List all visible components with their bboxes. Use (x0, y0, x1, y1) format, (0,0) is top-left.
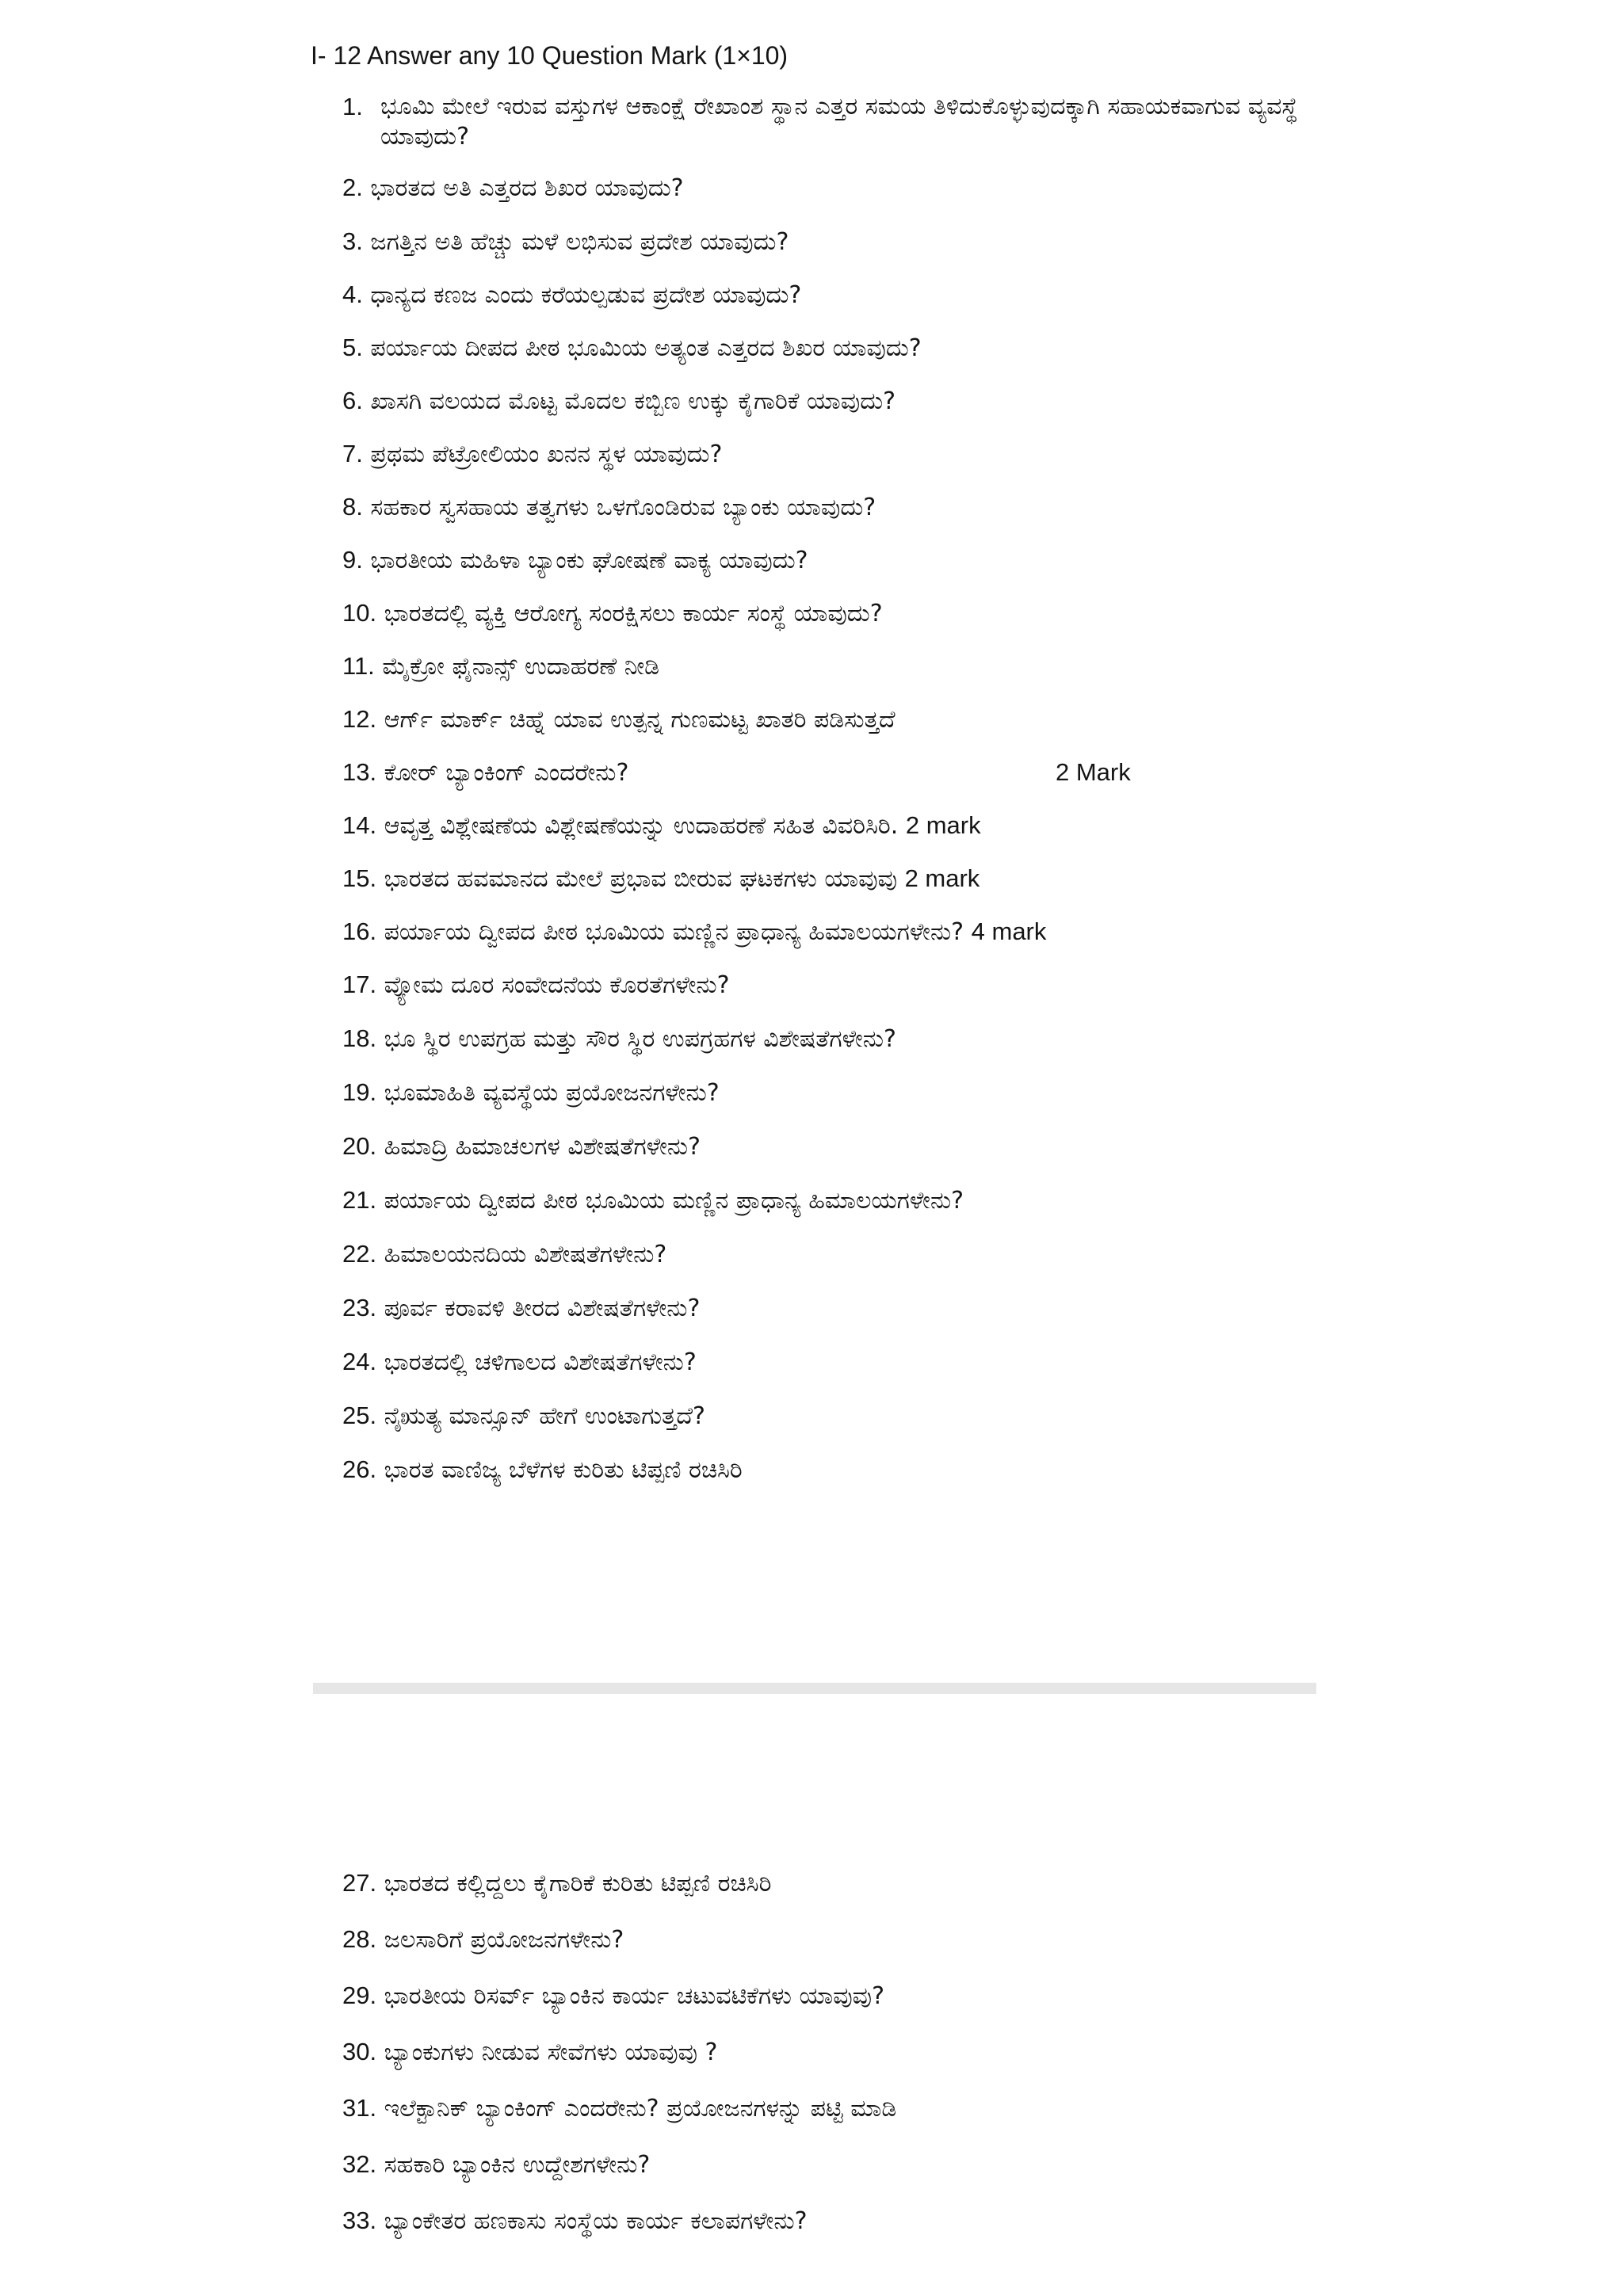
question-text: ಬ್ಯಾಂಕೇತರ ಹಣಕಾಸು ಸಂಸ್ಥೆಯ ಕಾರ್ಯ ಕಲಾಪಗಳೇನು? (384, 2207, 808, 2235)
question-text: ಭಾರತೀಯ ಮಹಿಳಾ ಬ್ಯಾಂಕು ಘೋಷಣೆ ವಾಕ್ಯ ಯಾವುದು? (370, 547, 808, 574)
question-text: ಭೂ ಸ್ಥಿರ ಉಪಗ್ರಹ ಮತ್ತು ಸೌರ ಸ್ಥಿರ ಉಪಗ್ರಹಗಳ ವಿಶೇಷತೆಗಳೇನು? (384, 1025, 896, 1053)
question-19 (342, 1077, 720, 1108)
question-30 (342, 2037, 717, 2068)
section-header: I- 12 Answer any 10 Question Mark (1×10) (311, 41, 789, 70)
question-12 (342, 704, 896, 735)
question-number: 6. (342, 387, 363, 414)
question-10 (342, 598, 883, 629)
question-7 (342, 439, 722, 470)
question-8 (342, 492, 876, 523)
question-24 (342, 1347, 697, 1378)
question-number: 20. (342, 1132, 377, 1160)
question-text: ನೈಋತ್ಯ ಮಾನ್ಸೂನ್ ಹೇಗೆ ಉಂಟಾಗುತ್ತದೆ? (384, 1402, 705, 1430)
question-mark: 2 mark (904, 864, 980, 892)
question-text: ಜಗತ್ತಿನ ಅತಿ ಹೆಚ್ಚು ಮಳೆ ಲಭಿಸುವ ಪ್ರದೇಶ ಯಾವುದು? (370, 228, 789, 256)
question-text: ಜಲಸಾರಿಗೆ ಪ್ರಯೋಜನಗಳೇನು? (384, 1926, 624, 1954)
question-5 (342, 333, 922, 364)
question-9 (342, 545, 808, 576)
question-mark: 4 mark (971, 917, 1047, 945)
question-number: 10. (342, 599, 377, 627)
question-13-mark: 2 Mark (1056, 758, 1131, 786)
question-number: 31. (342, 2094, 377, 2122)
question-number: 33. (342, 2206, 377, 2234)
question-text: ಪರ್ಯಾಯ ದೀಪದ ಪೀಠ ಭೂಮಿಯ ಅತ್ಯಂತ ಎತ್ತರದ ಶಿಖರ ಯಾವುದು? (370, 334, 922, 362)
question-18 (342, 1024, 896, 1055)
question-text: ಇಲೆಕ್ಟಾನಿಕ್ ಬ್ಯಾಂಕಿಂಗ್ ಎಂದರೇನು? ಪ್ರಯೋಜನಗಳನ್ನು ಪಟ್ಟಿ ಮಾಡಿ (384, 2095, 897, 2122)
question-number: 19. (342, 1078, 377, 1106)
question-text: ಭಾರತದ ಕಲ್ಲಿದ್ದಲು ಕೈಗಾರಿಕೆ ಕುರಿತು ಟಿಪ್ಪಣಿ ರಚಿಸಿರಿ (384, 1870, 772, 1897)
question-text: ಭಾರತದ ಅತಿ ಎತ್ತರದ ಶಿಖರ ಯಾವುದು? (370, 174, 684, 202)
question-number: 25. (342, 1402, 377, 1429)
question-number: 18. (342, 1024, 377, 1052)
question-text: ಸಹಕಾರಿ ಬ್ಯಾಂಕಿನ ಉದ್ದೇಶಗಳೇನು? (384, 2151, 651, 2179)
question-number: 15. (342, 864, 377, 892)
question-number: 13. (342, 758, 377, 786)
question-number: 32. (342, 2150, 377, 2178)
question-number: 5. (342, 334, 363, 361)
question-25 (342, 1401, 705, 1432)
question-13 (342, 757, 628, 788)
question-20 (342, 1131, 701, 1162)
question-2 (342, 173, 684, 204)
question-number: 17. (342, 971, 377, 998)
question-number: 1. (342, 93, 363, 120)
question-text: ವ್ಯೋಮ ದೂರ ಸಂವೇದನೆಯ ಕೊರತೆಗಳೇನು? (384, 971, 730, 999)
question-28 (342, 1924, 624, 1955)
question-text: ಭೂಮಾಹಿತಿ ವ್ಯವಸ್ಥೆಯ ಪ್ರಯೋಜನಗಳೇನು? (384, 1079, 720, 1107)
question-4 (342, 280, 801, 311)
question-number: 27. (342, 1869, 377, 1897)
question-number: 11. (342, 652, 375, 680)
question-number: 21. (342, 1186, 377, 1214)
question-text: ಭಾರತೀಯ ರಿಸರ್ವ್ ಬ್ಯಾಂಕಿನ ಕಾರ್ಯ ಚಟುವಟಿಕೆಗಳು ಯಾವುವು? (384, 1982, 885, 2010)
question-text: ಪ್ರಥಮ ಪೆಟ್ರೋಲಿಯಂ ಖನನ ಸ್ಥಳ ಯಾವುದು? (370, 441, 723, 468)
question-text: ಭಾರತದಲ್ಲಿ ವ್ಯಕ್ತಿ ಆರೋಗ್ಯ ಸಂರಕ್ಷಿಸಲು ಕಾರ್ಯ ಸಂಸ್ಥೆ ಯಾವುದು? (384, 600, 883, 627)
question-number: 16. (342, 917, 377, 945)
question-number: 14. (342, 811, 377, 839)
question-text: ಧಾನ್ಯದ ಕಣಜ ಎಂದು ಕರೆಯಲ್ಪಡುವ ಪ್ರದೇಶ ಯಾವುದು? (370, 281, 802, 309)
question-14 (342, 810, 981, 841)
question-mark: 2 mark (905, 811, 981, 839)
question-number: 2. (342, 174, 363, 201)
question-1 (342, 92, 1347, 152)
question-text: ಭೂಮಿ ಮೇಲೆ ಇರುವ ವಸ್ತುಗಳ ಆಕಾಂಕ್ಷೆ ರೇಖಾಂಶ ಸ್ಥಾನ ಎತ್ತರ ಸಮಯ ತಿಳಿದುಕೊಳ್ಳುವುದಕ್ಕಾಗಿ ಸಹಾಯಕವಾಗುವ ವ್ಯವಸ್ಥೆ ಯಾವುದು? (380, 93, 1298, 151)
question-text: ಹಿಮಾದ್ರಿ ಹಿಮಾಚಲಗಳ ವಿಶೇಷತೆಗಳೇನು? (384, 1133, 701, 1161)
question-23 (342, 1293, 700, 1324)
question-number: 3. (342, 227, 363, 255)
question-text: ಭಾರತದ ಹವಮಾನದ ಮೇಲೆ ಪ್ರಭಾವ ಬೀರುವ ಘಟಕಗಳು ಯಾವುವು (384, 865, 898, 893)
question-text: ಭಾರತದಲ್ಲಿ ಚಳಿಗಾಲದ ವಿಶೇಷತೆಗಳೇನು? (384, 1348, 697, 1376)
question-text: ಸಹಕಾರ ಸ್ವಸಹಾಯ ತತ್ವಗಳು ಒಳಗೊಂಡಿರುವ ಬ್ಯಾಂಕು ಯಾವುದು? (370, 494, 876, 521)
question-number: 8. (342, 493, 363, 521)
question-text: ಕೋರ್ ಬ್ಯಾಂಕಿಂಗ್ ಎಂದರೇನು? (384, 759, 629, 787)
question-11 (342, 651, 659, 682)
question-number: 7. (342, 440, 363, 467)
question-text: ಹಿಮಾಲಯನದಿಯ ವಿಶೇಷತೆಗಳೇನು? (384, 1241, 667, 1268)
question-number: 12. (342, 705, 377, 733)
question-text: ಖಾಸಗಿ ವಲಯದ ಮೊಟ್ಟ ಮೊದಲ ಕಬ್ಬಿಣ ಉಕ್ಕು ಕೈಗಾರಿಕೆ ಯಾವುದು? (370, 387, 896, 415)
question-31 (342, 2093, 896, 2124)
question-15 (342, 864, 980, 894)
question-number: 4. (342, 280, 363, 308)
question-26 (342, 1455, 743, 1486)
question-number: 22. (342, 1240, 377, 1268)
page-divider (313, 1683, 1316, 1694)
question-number: 28. (342, 1925, 377, 1953)
question-number: 26. (342, 1455, 377, 1483)
question-number: 30. (342, 2038, 377, 2065)
question-16 (342, 917, 1046, 948)
question-3 (342, 227, 789, 257)
question-text: ಆವೃತ್ತ ವಿಶ್ಲೇಷಣೆಯ ವಿಶ್ಲೇಷಣೆಯನ್ನು ಉದಾಹರಣೆ ಸಹಿತ ವಿವರಿಸಿರಿ. (384, 812, 899, 840)
question-text: ಪರ್ಯಾಯ ದ್ವೀಪದ ಪೀಠ ಭೂಮಿಯ ಮಣ್ಣಿನ ಪ್ರಾಧಾನ್ಯ ಹಿಮಾಲಯಗಳೇನು? (384, 1187, 964, 1215)
question-number: 24. (342, 1348, 377, 1375)
question-21 (342, 1185, 964, 1216)
question-number: 29. (342, 1981, 377, 2009)
question-17 (342, 970, 730, 1001)
question-32 (342, 2149, 650, 2180)
question-number: 9. (342, 546, 363, 574)
question-33 (342, 2206, 808, 2237)
question-text: ಆರ್ಗ್ ಮಾರ್ಕ್ ಚಿಹ್ನೆ ಯಾವ ಉತ್ಪನ್ನ ಗುಣಮಟ್ಟ ಖಾತರಿ ಪಡಿಸುತ್ತದೆ (384, 706, 896, 734)
question-text: ಪೂರ್ವ ಕರಾವಳಿ ತೀರದ ವಿಶೇಷತೆಗಳೇನು? (384, 1295, 701, 1322)
question-text: ಬ್ಯಾಂಕುಗಳು ನೀಡುವ ಸೇವೆಗಳು ಯಾವುವು ? (384, 2039, 718, 2066)
question-text: ಮೈಕ್ರೋ ಫೈನಾನ್ಸ್ ಉದಾಹರಣೆ ನೀಡಿ (382, 653, 660, 681)
question-number: 23. (342, 1294, 377, 1322)
question-27 (342, 1868, 771, 1899)
question-6 (342, 386, 896, 417)
question-text: ಭಾರತ ವಾಣಿಜ್ಯ ಬೆಳೆಗಳ ಕುರಿತು ಟಿಪ್ಪಣಿ ರಚಿಸಿರಿ (384, 1456, 743, 1484)
question-29 (342, 1981, 884, 2012)
question-22 (342, 1239, 666, 1270)
question-text: ಪರ್ಯಾಯ ದ್ವೀಪದ ಪೀಠ ಭೂಮಿಯ ಮಣ್ಣಿನ ಪ್ರಾಧಾನ್ಯ ಹಿಮಾಲಯಗಳೇನು? (384, 918, 964, 946)
